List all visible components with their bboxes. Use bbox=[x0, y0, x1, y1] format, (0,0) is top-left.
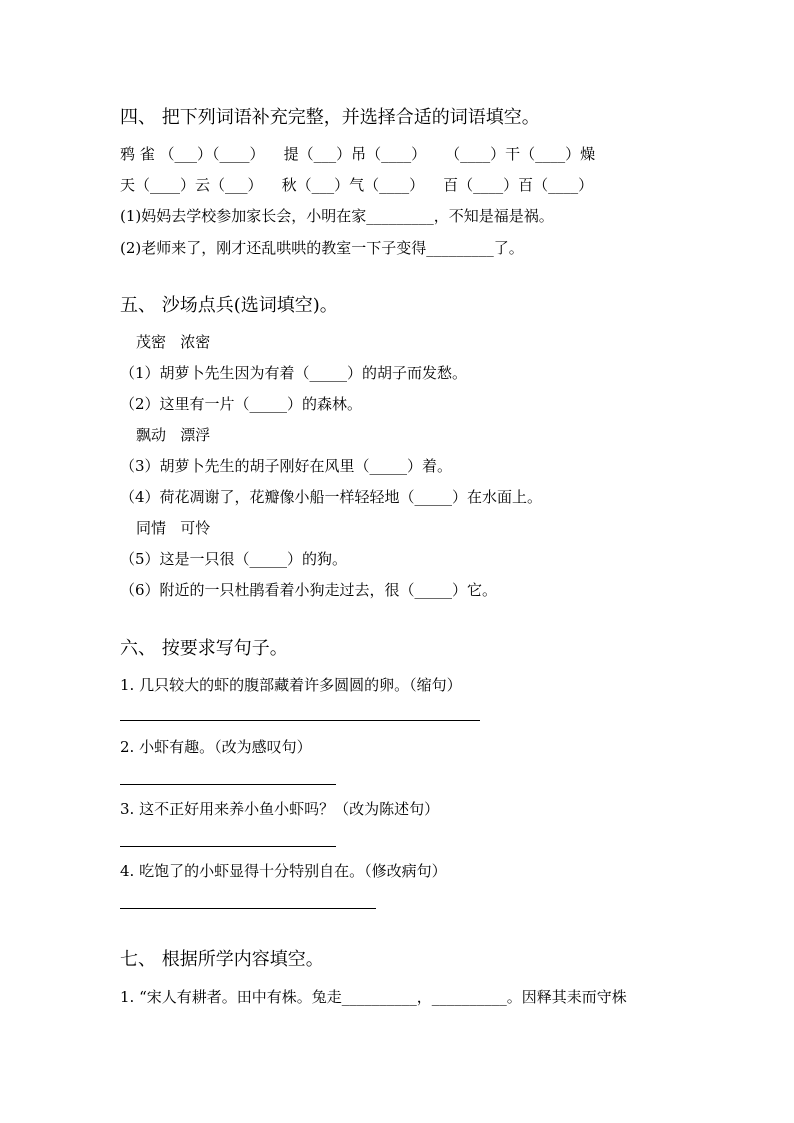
section-4-title: 四、 把下列词语补充完整，并选择合适的词语填空。 bbox=[120, 107, 540, 128]
section-5-word-choices-2: 飘动 漂浮 bbox=[136, 426, 211, 444]
section-5-question-1: （1）胡萝卜先生因为有着（_____）的胡子而发愁。 bbox=[120, 364, 468, 382]
section-6-question-3: 3. 这不正好用来养小鱼小虾吗？（改为陈述句） bbox=[120, 800, 440, 818]
section-7-title: 七、 根据所学内容填空。 bbox=[120, 949, 324, 970]
answer-line-1 bbox=[120, 720, 480, 721]
section-4-row-1: 鸦 雀 （___）（____） 提（___）吊（____） （____）干（____）燥 bbox=[120, 145, 596, 163]
section-5-word-choices-1: 茂密 浓密 bbox=[136, 333, 211, 351]
section-6-question-2: 2. 小虾有趣。（改为感叹句） bbox=[120, 738, 312, 756]
section-4-row-2: 天（____）云（___） 秋（___）气（____） 百（____）百（____） bbox=[120, 176, 594, 194]
section-5-question-5: （5）这是一只很（_____）的狗。 bbox=[120, 550, 348, 568]
section-5-question-2: （2）这里有一片（_____）的森林。 bbox=[120, 395, 363, 413]
section-6-question-1: 1. 几只较大的虾的腹部藏着许多圆圆的卵。（缩句） bbox=[120, 676, 462, 694]
section-5-question-3: （3）胡萝卜先生的胡子刚好在风里（_____）着。 bbox=[120, 457, 453, 475]
section-6-question-4: 4. 吃饱了的小虾显得十分特别自在。（修改病句） bbox=[120, 862, 447, 880]
answer-line-4 bbox=[120, 908, 376, 909]
section-5-question-4: （4）荷花凋谢了，花瓣像小船一样轻轻地（_____）在水面上。 bbox=[120, 488, 543, 506]
section-4-question-1: (1)妈妈去学校参加家长会，小明在家_________，不知是福是祸。 bbox=[120, 207, 554, 225]
answer-line-3 bbox=[120, 846, 336, 847]
section-4-question-2: (2)老师来了，刚才还乱哄哄的教室一下子变得_________了。 bbox=[120, 239, 524, 257]
section-5-title: 五、 沙场点兵(选词填空)。 bbox=[120, 295, 338, 316]
section-6-title: 六、 按要求写句子。 bbox=[120, 638, 288, 659]
section-7-question-1: 1. “宋人有耕者。田中有株。兔走__________，__________。因释其耒而守株 bbox=[120, 988, 627, 1006]
section-5-question-6: （6）附近的一只杜鹃看着小狗走过去，很（_____）它。 bbox=[120, 581, 498, 599]
section-5-word-choices-3: 同情 可怜 bbox=[136, 519, 211, 537]
answer-line-2 bbox=[120, 784, 336, 785]
